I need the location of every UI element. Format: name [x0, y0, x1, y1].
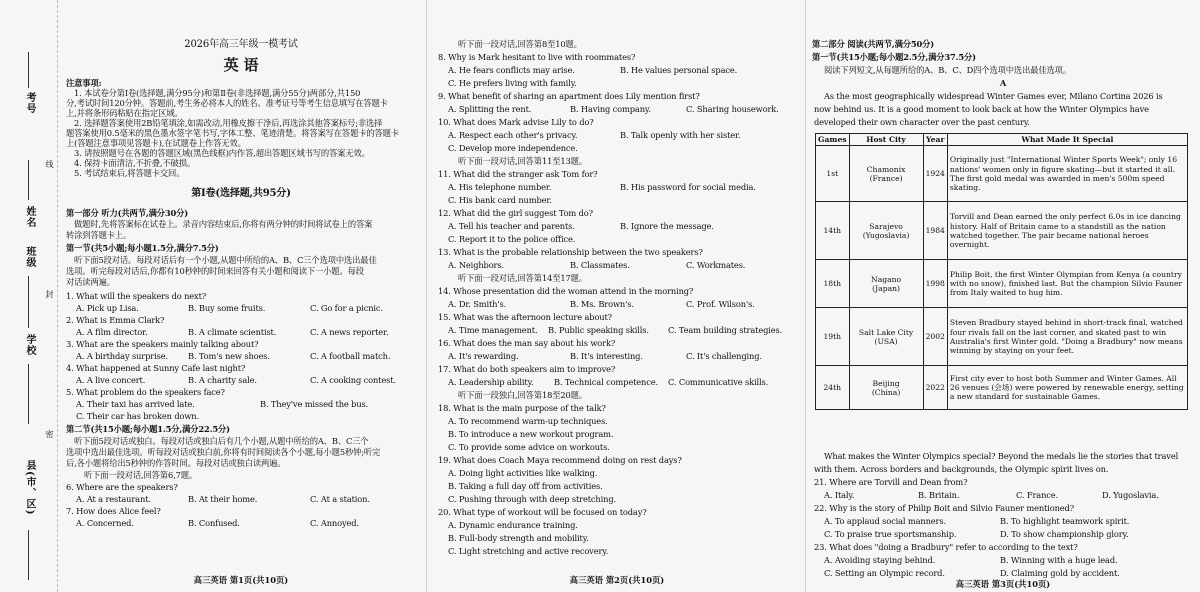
part2-heading: 第二部分 阅读(共两节,满分50分) — [812, 39, 935, 49]
section1-intro-line: 选项。听完每段对话后,你都有10秒钟的时间来回答有关小题和阅读下一小题。每段 — [66, 266, 364, 276]
section2-intro-line: 选项中选出最佳选项。听每段对话或独白前,你将有时间阅读各个小题,每小题5秒钟;听完 — [66, 447, 381, 457]
reading-section-heading: 第一节(共15小题;每小题2.5分,满分37.5分) — [812, 52, 976, 62]
notice-line: 3. 请按照题号在各题的答题区域(黑色线框)内作答,超出答题区域书写的答案无效。 — [74, 148, 370, 158]
host-city-cell — [849, 366, 923, 410]
option-c: C. A cooking contest. — [310, 375, 396, 385]
part1-heading: 第一部分 听力(共两节,满分30分) — [66, 208, 189, 218]
option-a: A. Leadership ability. — [448, 377, 534, 387]
listening-cue: 听下面一段对话,回答第6,7题。 — [84, 470, 197, 480]
notice-line: 上(答题注意事项见答题卡),在试题卷上作答无效。 — [66, 138, 246, 148]
option-d: D. To show championship glory. — [1000, 529, 1129, 539]
listening-cue: 听下面一段对话,回答第11至13题。 — [458, 156, 587, 166]
table-row — [816, 308, 1188, 366]
option-a: A. Neighbors. — [448, 260, 504, 270]
option-d: D. Claiming gold by accident. — [1000, 568, 1120, 578]
option-a: A. He fears conflicts may arise. — [448, 65, 575, 75]
host-city-cell — [849, 202, 923, 260]
option-b: B. Taking a full day off from activities. — [448, 481, 603, 491]
option-b: B. To highlight teamwork spirit. — [1000, 516, 1130, 526]
question-7: 7. How does Alice feel? — [66, 506, 161, 516]
section2-heading: 第二节(共15小题;每小题1.5分,满分22.5分) — [66, 424, 230, 434]
page-footer: 高三英语 第1页(共10页) — [193, 575, 289, 585]
option-c: C. Prof. Wilson's. — [686, 299, 755, 309]
table-row — [816, 260, 1188, 308]
table-header: Games — [816, 134, 850, 146]
option-b: B. A climate scientist. — [188, 327, 277, 337]
option-b: B. Britain. — [918, 490, 960, 500]
host-city-cell — [849, 260, 923, 308]
table-header: Host City — [849, 134, 923, 146]
city-name: Sarajevo — [869, 221, 903, 231]
class-label: 班级 — [24, 246, 35, 268]
host-city-cell — [849, 308, 923, 366]
question-15: 15. What was the afternoon lecture about? — [438, 312, 612, 322]
option-c: C. Report it to the police office. — [448, 234, 576, 244]
option-c: C. Light stretching and active recovery. — [448, 546, 609, 556]
option-b: B. At their home. — [188, 494, 258, 504]
option-c: C. Annoyed. — [310, 518, 359, 528]
notice-line: 分,考试时间120分钟。答题前,考生务必将本人的姓名、准考证号等考生信息填写在答题卡 — [66, 98, 388, 108]
section2-intro-line: 听下面5段对话或独白。每段对话或独白后有几个小题,从题中所给的A、B、C三个 — [74, 436, 369, 446]
games-cell: 19th — [816, 308, 850, 366]
special-cell: Steven Bradbury stayed behind in short-track final, watched four rivals fall on the last corner, and skated past to win Australia's first Winter gold. "Doing a Bradbury" now means winning by staying on your feet. — [947, 308, 1187, 366]
table-row — [816, 146, 1188, 202]
games-cell: 24th — [816, 366, 850, 410]
option-a: A. Concerned. — [76, 518, 134, 528]
exam-number-line — [28, 52, 29, 88]
county-label: 县(市、区) — [24, 460, 35, 516]
notice-title: 注意事项: — [66, 78, 102, 88]
option-a: A. A film director. — [76, 327, 148, 337]
question-17: 17. What do both speakers aim to improve? — [438, 364, 616, 374]
question-14: 14. Whose presentation did the woman attend in the morning? — [438, 286, 694, 296]
option-b: B. Confused. — [188, 518, 240, 528]
option-b: B. Public speaking skills. — [548, 325, 649, 335]
country-name: (Yugoslavia) — [862, 230, 910, 240]
notice-line: 4. 保持卡面清洁,不折叠,不破损。 — [74, 158, 195, 168]
question-5: 5. What problem do the speakers face? — [66, 387, 225, 397]
games-cell: 14th — [816, 202, 850, 260]
page-3 — [806, 0, 1200, 592]
page-2 — [430, 0, 804, 592]
question-4: 4. What happened at Sunny Cafe last night? — [66, 363, 246, 373]
option-a: A. Doing light activities like walking. — [448, 468, 598, 478]
option-b: B. He values personal space. — [620, 65, 738, 75]
option-a: A. Italy. — [824, 490, 855, 500]
question-21: 21. Where are Torvill and Dean from? — [814, 477, 968, 487]
table-row — [816, 202, 1188, 260]
seal-mark-seal: 封 — [45, 290, 54, 299]
host-city-cell — [849, 146, 923, 202]
school-line — [28, 364, 29, 424]
notice-line: 5. 考试结束后,将答题卡交回。 — [74, 168, 185, 178]
question-23: 23. What does "doing a Bradbury" refer to according to the text? — [814, 542, 1078, 552]
special-cell: Originally just "International Winter Sports Week"; only 16 nations' women only in figure skating—but it started it all. The first gold medal was awarded in men's 500m speed skating. — [947, 146, 1187, 202]
option-b: B. Having company. — [570, 104, 651, 114]
question-8: 8. Why is Mark hesitant to live with roommates? — [438, 52, 636, 62]
question-11: 11. What did the stranger ask Tom for? — [438, 169, 598, 179]
option-a: A. A birthday surprise. — [76, 351, 168, 361]
option-b: B. Winning with a huge lead. — [1000, 555, 1118, 565]
notice-line: 1. 本试卷分第Ⅰ卷(选择题,满分95分)和第Ⅱ卷(非选择题,满分55分)两部分,共150 — [74, 88, 361, 98]
country-name: (France) — [869, 173, 903, 183]
question-16: 16. What does the man say about his work? — [438, 338, 616, 348]
table-header: What Made It Special — [947, 134, 1187, 146]
school-label: 学校 — [24, 334, 35, 356]
table-header-row — [816, 134, 1188, 146]
option-b: B. Buy some fruits. — [188, 303, 266, 313]
subject-title: 英 语 — [223, 56, 259, 74]
question-9: 9. What benefit of sharing an apartment does Lily mention first? — [438, 91, 700, 101]
question-22: 22. Why is the story of Philip Boit and Silvio Fauner mentioned? — [814, 503, 1074, 513]
option-a: A. Respect each other's privacy. — [448, 130, 578, 140]
city-name: Chamonix — [866, 164, 906, 174]
exam-number-label: 考号 — [24, 92, 35, 114]
page-footer: 高三英语 第2页(共10页) — [569, 575, 665, 585]
passage-line: now behind us. It is a good moment to look back at how the Winter Olympics have — [814, 104, 1149, 114]
question-18: 18. What is the main purpose of the talk? — [438, 403, 606, 413]
option-b: B. They've missed the bus. — [260, 399, 369, 409]
option-b: B. Tom's new shoes. — [188, 351, 270, 361]
option-c: C. To praise true sportsmanship. — [824, 529, 957, 539]
question-2: 2. What is Emma Clark? — [66, 315, 165, 325]
name-line — [28, 160, 29, 200]
country-name: (Japan) — [872, 283, 900, 293]
question-6: 6. Where are the speakers? — [66, 482, 178, 492]
listening-cue: 听下面一段对话,回答第8至10题。 — [458, 39, 582, 49]
city-name: Beijing — [872, 378, 900, 388]
option-a: A. Avoiding staying behind. — [824, 555, 936, 565]
county-line — [28, 530, 29, 580]
option-c: C. He prefers living with family. — [448, 78, 577, 88]
option-a: A. To applaud social manners. — [824, 516, 946, 526]
option-b: B. Ignore the message. — [620, 221, 714, 231]
special-cell: Torvill and Dean earned the only perfect 6.0s in ice dancing history. Half of Britain came to a standstill as the nation watched together. The pair became national heroes overnight. — [947, 202, 1187, 260]
passage-letter: A — [999, 78, 1007, 88]
passage-line: with them. Across borders and backgrounds, the Olympic spirit lives on. — [814, 464, 1109, 474]
country-name: (USA) — [874, 336, 898, 346]
year-cell: 2002 — [923, 308, 947, 366]
class-line — [28, 276, 29, 328]
option-c: C. France. — [1016, 490, 1059, 500]
special-cell: Philip Boit, the first Winter Olympian from Kenya (a country with no snow), finished last. But the champion Silvio Fauner from Italy waited to hug him. — [947, 260, 1187, 308]
option-c: C. Pushing through with deep stretching. — [448, 494, 616, 504]
option-c: C. Communicative skills. — [668, 377, 769, 387]
option-b: B. His password for social media. — [620, 182, 756, 192]
option-b: B. To introduce a new workout program. — [448, 429, 614, 439]
volume-title: 第Ⅰ卷(选择题,共95分) — [191, 188, 291, 199]
question-3: 3. What are the speakers mainly talking about? — [66, 339, 259, 349]
option-a: A. His telephone number. — [448, 182, 552, 192]
section2-intro-line: 后,各小题将给出5秒钟的作答时间。每段对话或独白读两遍。 — [66, 458, 286, 468]
reading-instructions: 阅读下列短文,从每题所给的A、B、C、D四个选项中选出最佳选项。 — [824, 65, 1071, 75]
option-a: A. A live concert. — [76, 375, 146, 385]
games-cell: 1st — [816, 146, 850, 202]
notice-line: 2. 选择题答案使用2B铅笔填涂,如需改动,用橡皮擦干净后,再选涂其他答案标号;非选择 — [74, 118, 383, 128]
year-cell: 1998 — [923, 260, 947, 308]
option-b: B. A charity sale. — [188, 375, 257, 385]
page-1 — [60, 0, 422, 592]
exam-title: 2026年高三年级一模考试 — [184, 39, 298, 50]
option-c: C. Workmates. — [686, 260, 746, 270]
option-b: B. Classmates. — [570, 260, 630, 270]
option-c: C. Go for a picnic. — [310, 303, 383, 313]
notice-line: 题答案使用0.5毫米的黑色墨水签字笔书写,字体工整、笔迹清楚。将答案写在答题卡的答题卡 — [66, 128, 399, 138]
part1-intro-line: 做题时,先将答案标在试卷上。录音内容结束后,你将有两分钟的时间将试卷上的答案 — [74, 219, 373, 229]
option-c: C. Team building strategies. — [668, 325, 783, 335]
question-1: 1. What will the speakers do next? — [66, 291, 207, 301]
page-divider — [426, 0, 427, 592]
option-a: A. Their taxi has arrived late. — [76, 399, 195, 409]
question-20: 20. What type of workout will be focused on today? — [438, 507, 647, 517]
binding-strip — [0, 0, 58, 592]
option-a: A. Dr. Smith's. — [448, 299, 507, 309]
listening-cue: 听下面一段独白,回答第18至20题。 — [458, 390, 587, 400]
listening-cue: 听下面一段对话,回答第14至17题。 — [458, 273, 587, 283]
passage-line: As the most geographically widespread Winter Games ever, Milano Cortina 2026 is — [824, 91, 1163, 101]
option-a: A. Tell his teacher and parents. — [448, 221, 575, 231]
option-b: B. Ms. Brown's. — [570, 299, 634, 309]
option-c: C. It's challenging. — [686, 351, 762, 361]
year-cell: 1924 — [923, 146, 947, 202]
year-cell: 1984 — [923, 202, 947, 260]
option-a: A. To recommend warm-up techniques. — [448, 416, 608, 426]
olympics-table — [815, 133, 1188, 410]
part1-intro-line: 转涂到答题卡上。 — [66, 230, 132, 240]
section1-heading: 第一节(共5小题;每小题1.5分,满分7.5分) — [66, 243, 219, 253]
table-header: Year — [923, 134, 947, 146]
question-10: 10. What does Mark advise Lily to do? — [438, 117, 594, 127]
option-c: C. At a station. — [310, 494, 370, 504]
games-cell: 18th — [816, 260, 850, 308]
option-b: B. It's interesting. — [570, 351, 643, 361]
option-c: C. Develop more independence. — [448, 143, 578, 153]
question-19: 19. What does Coach Maya recommend doing on rest days? — [438, 455, 682, 465]
option-a: A. It's rewarding. — [448, 351, 519, 361]
notice-line: 上,并将条形码粘贴在指定区域。 — [66, 108, 183, 118]
page-footer: 高三英语 第3页(共10页) — [955, 579, 1051, 589]
option-b: B. Technical competence. — [554, 377, 658, 387]
seal-mark-secret: 密 — [45, 430, 54, 439]
option-c: C. A news reporter. — [310, 327, 389, 337]
option-c: C. Sharing housework. — [686, 104, 779, 114]
option-b: B. Talk openly with her sister. — [620, 130, 741, 140]
option-b: B. Full-body strength and mobility. — [448, 533, 589, 543]
option-a: A. At a restaurant. — [76, 494, 151, 504]
section1-intro-line: 对话读两遍。 — [66, 277, 115, 287]
option-a: A. Dynamic endurance training. — [448, 520, 578, 530]
option-a: A. Time management. — [448, 325, 538, 335]
option-c: C. A football match. — [310, 351, 391, 361]
section1-intro-line: 听下面5段对话。每段对话后有一个小题,从题中所给的A、B、C三个选项中选出最佳 — [74, 255, 377, 265]
option-c: C. Setting an Olympic record. — [824, 568, 945, 578]
seal-mark-line: 线 — [45, 160, 54, 169]
question-12: 12. What did the girl suggest Tom do? — [438, 208, 593, 218]
city-name: Salt Lake City — [858, 327, 914, 337]
option-a: A. Pick up Lisa. — [76, 303, 139, 313]
country-name: (China) — [871, 387, 901, 397]
city-name: Nagano — [871, 274, 902, 284]
option-c: C. Their car has broken down. — [76, 411, 199, 421]
option-c: C. His bank card number. — [448, 195, 552, 205]
table-row — [816, 366, 1188, 410]
name-label: 姓名 — [24, 206, 35, 228]
passage-line: developed their own character over the past century. — [814, 117, 1030, 127]
option-c: C. To provide some advice on workouts. — [448, 442, 610, 452]
question-13: 13. What is the probable relationship between the two speakers? — [438, 247, 703, 257]
option-a: A. Splitting the rent. — [448, 104, 532, 114]
passage-line: What makes the Winter Olympics special? Beyond the medals lie the stories that travel — [824, 451, 1179, 461]
year-cell: 2022 — [923, 366, 947, 410]
special-cell: First city ever to host both Summer and Winter Games. All 26 venues (会场) were powered by renewable energy, setting a new standard for sustainable Games. — [947, 366, 1187, 410]
option-d: D. Yugoslavia. — [1102, 490, 1159, 500]
